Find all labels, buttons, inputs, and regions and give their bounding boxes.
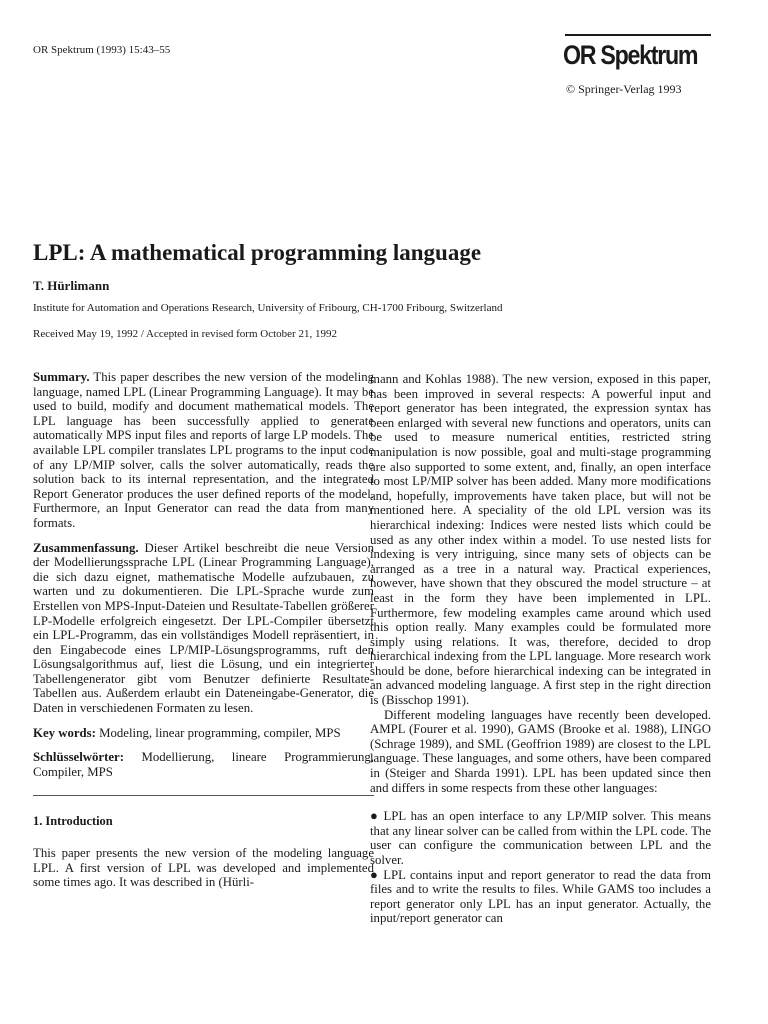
keywords-paragraph — [33, 726, 374, 741]
summary-label: Summary. — [33, 370, 90, 384]
summary-text: This paper describes the new version of the modeling language, named LPL (Linear Programming Language). It may be used to build, modify and document mathematical models. The LPL language has been successfully applied to generate automatically MPS input files and reports of large LP models. The available LPL compiler translates LPL programs to the input code of any LP/MIP solver, calls the solver automatically, reads the solution back to its internal representation, and the integrated Report Generator produces the user defined reports of the model. Furthermore, an Input Generator can read the data from many formats. — [33, 370, 374, 530]
body-paragraph-1: mann and Kohlas 1988). The new version, exposed in this paper, has been improved in several respects: A powerful input and report generator has been integrated, the expression syntax has been enlarged with several new functions and operators, units can be used to measure numerical entities, restricted string manipulation is now possible, goal and multi-stage programming are also supported to some extent, and, finally, an open interface to most LP/MIP solver has been added. Many more modifications and, hopefully, improvements have taken place, but will not be mentioned here. A speciality of the old LPL version was its hierarchical indexing: Indices were nested lists which could be used as any other index within a model. To use nested lists for indexing is very intriguing, since many sets of objects can be arranged as a tree in a natural way. Practical experiences, however, have shown that they obscured the model structure – at least in the form they have been implemented in LPL. Furthermore, few modeling examples came around which used this option really. Many examples could be formulated more simply using relations. It was, therefore, decided to drop hierarchical indexing from the LPL language. More research work should be done, before hierarchical indexing can be integrated in an advanced modeling language. A first step in the right direction is (Bisschop 1991). — [370, 372, 711, 708]
keywords-text: Modeling, linear programming, compiler, MPS — [95, 725, 341, 740]
author-affiliation: Institute for Automation and Operations Research, University of Fribourg, CH-1700 Fribourg, Switzerland — [33, 302, 503, 314]
list-item-text: LPL contains input and report generator to read the data from files and to write the results to files. While GAMS too includes a report generator only LPL has an input generator. Actually, the input/report generator can — [370, 867, 711, 926]
bullet-icon: ● — [370, 808, 380, 824]
summary-paragraph — [33, 370, 374, 531]
zusammenfassung-text: Dieser Artikel beschreibt die neue Version der Modellierungssprache LPL (Linear Programming Language), die sich dazu eignet, mathematische Modelle aufzubauen, zu warten und zu dokumentieren. Die LPL-Sprache wurde zum Erstellen von MPS-Input-Dateien und Resultate-Tabellen größerer LP-Modelle erfolgreich eingesetzt. Der LPL-Compiler übersetzt ein LPL-Programm, das ein vollständiges Modell repräsentiert, in den Eingabecode eines LP/MIP-Lösungsprogramms, ruft den Lösungsalgorithmus auf, liest die Lösung, und ein integrierter Tabellengenerator gibt vom Benutzer definierte Resultate-Tabellen aus. Außerdem erlaubt ein Dateneingabe-Generator, die Daten in verschiedenen Formaten zu lesen. — [33, 540, 374, 716]
logo-rule — [565, 34, 711, 36]
keywords-label: Key words: — [33, 725, 96, 740]
list-item — [370, 809, 711, 867]
journal-logo: OR Spektrum — [563, 40, 698, 70]
introduction-paragraph: This paper presents the new version of the modeling language LPL. A first version of LPL was developed and implemented some times ago. It was described in (Hürli- — [33, 846, 374, 890]
zusammenfassung-label: Zusammenfassung. — [33, 540, 139, 555]
schluesselwoerter-label: Schlüsselwörter: — [33, 750, 124, 765]
received-dates: Received May 19, 1992 / Accepted in revised form October 21, 1992 — [33, 328, 337, 340]
schluesselwoerter-paragraph — [33, 750, 374, 779]
journal-reference: OR Spektrum (1993) 15:43–55 — [33, 44, 171, 56]
list-item-text: LPL has an open interface to any LP/MIP solver. This means that any linear solver can be called from within the LPL code. The user can configure the communication between LPL and the solver. — [370, 809, 711, 867]
feature-list — [370, 809, 711, 926]
bullet-icon: ● — [370, 866, 380, 882]
paper-title: LPL: A mathematical programming language — [33, 240, 482, 265]
left-column — [33, 370, 374, 890]
author-name: T. Hürlimann — [33, 278, 110, 293]
schluesselwoerter-text: Modellierung, lineare Programmierung, Compiler, MPS — [33, 750, 374, 779]
right-column — [370, 372, 711, 926]
zusammenfassung-paragraph — [33, 541, 374, 716]
body-paragraph-2: Different modeling languages have recently been developed. AMPL (Fourer et al. 1990), GAMS (Brooke et al. 1988), LINGO (Schrage 1989), and SML (Geoffrion 1989) are closest to the LPL language. These languages, and some others, have been compared in (Steiger and Sharda 1991). LPL has been updated since then and differs in some respects from these other languages: — [370, 707, 711, 795]
publisher-copyright: © Springer-Verlag 1993 — [566, 82, 682, 96]
section-divider — [33, 795, 374, 796]
list-item — [370, 868, 711, 926]
section-heading-introduction: 1. Introduction — [33, 814, 113, 829]
